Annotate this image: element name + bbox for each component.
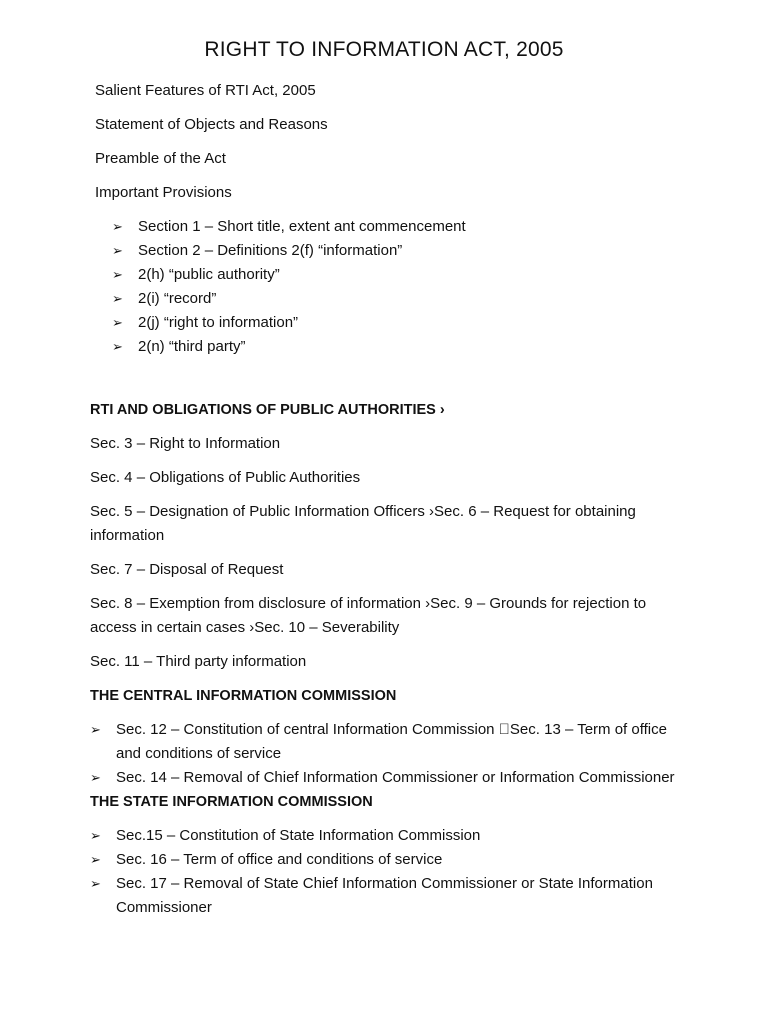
arrow-bullet-icon: ➢ <box>90 876 101 891</box>
section-heading-state: THE STATE INFORMATION COMMISSION <box>90 794 373 810</box>
state-commission-list <box>90 824 690 920</box>
paragraph: Sec. 8 – Exemption from disclosure of information ›Sec. 9 – Grounds for rejection to access in certain cases ›Sec. 10 – Severability <box>90 595 647 636</box>
list-item: ➢ Section 2 – Definitions 2(f) “information” <box>112 239 466 263</box>
paragraph: Sec. 3 – Right to Information <box>90 435 281 452</box>
list-item: ➢ 2(h) “public authority” <box>112 263 466 287</box>
document-body <box>90 398 690 920</box>
list-item: ➢ 2(n) “third party” <box>112 335 466 359</box>
arrow-bullet-icon: ➢ <box>90 722 101 737</box>
arrow-bullet-icon: ➢ <box>90 852 101 867</box>
intro-item: Important Provisions <box>95 184 232 201</box>
arrow-bullet-icon: ➢ <box>112 219 123 234</box>
provisions-list <box>112 215 466 359</box>
paragraph: Sec. 5 – Designation of Public Information Officers ›Sec. 6 – Request for obtaining information <box>90 503 636 544</box>
intro-list <box>95 80 328 216</box>
list-item: ➢ Sec. 16 – Term of office and conditions of service <box>90 848 690 872</box>
intro-item: Statement of Objects and Reasons <box>95 116 328 133</box>
list-item: ➢ Section 1 – Short title, extent ant commencement <box>112 215 466 239</box>
section-heading-central: THE CENTRAL INFORMATION COMMISSION <box>90 688 397 704</box>
arrow-bullet-icon: ➢ <box>112 291 123 306</box>
arrow-bullet-icon: ➢ <box>112 243 123 258</box>
list-item: ➢ 2(i) “record” <box>112 287 466 311</box>
intro-item: Preamble of the Act <box>95 150 226 167</box>
paragraph: Sec. 4 – Obligations of Public Authorities <box>90 469 361 486</box>
document-title: RIGHT TO INFORMATION ACT, 2005 <box>204 38 564 61</box>
central-commission-list <box>90 718 690 790</box>
list-item: ➢ Sec.15 – Constitution of State Information Commission <box>90 824 690 848</box>
section-heading-rti: RTI AND OBLIGATIONS OF PUBLIC AUTHORITIES › <box>90 402 445 418</box>
arrow-bullet-icon: ➢ <box>90 828 101 843</box>
paragraph: Sec. 11 – Third party information <box>90 653 307 670</box>
arrow-bullet-icon: ➢ <box>112 267 123 282</box>
intro-item: Salient Features of RTI Act, 2005 <box>95 82 316 99</box>
arrow-bullet-icon: ➢ <box>112 339 123 354</box>
list-item: ➢ 2(j) “right to information” <box>112 311 466 335</box>
list-item: ➢ Sec. 17 – Removal of State Chief Information Commissioner or State Information Commissioner <box>90 872 690 920</box>
list-item: ➢ Sec. 14 – Removal of Chief Information Commissioner or Information Commissioner <box>90 766 690 790</box>
arrow-bullet-icon: ➢ <box>112 315 123 330</box>
arrow-bullet-icon: ➢ <box>90 770 101 785</box>
list-item: ➢ Sec. 12 – Constitution of central Information Commission  Sec. 13 – Term of office and conditions of service <box>90 718 690 766</box>
paragraph: Sec. 7 – Disposal of Request <box>90 561 284 578</box>
